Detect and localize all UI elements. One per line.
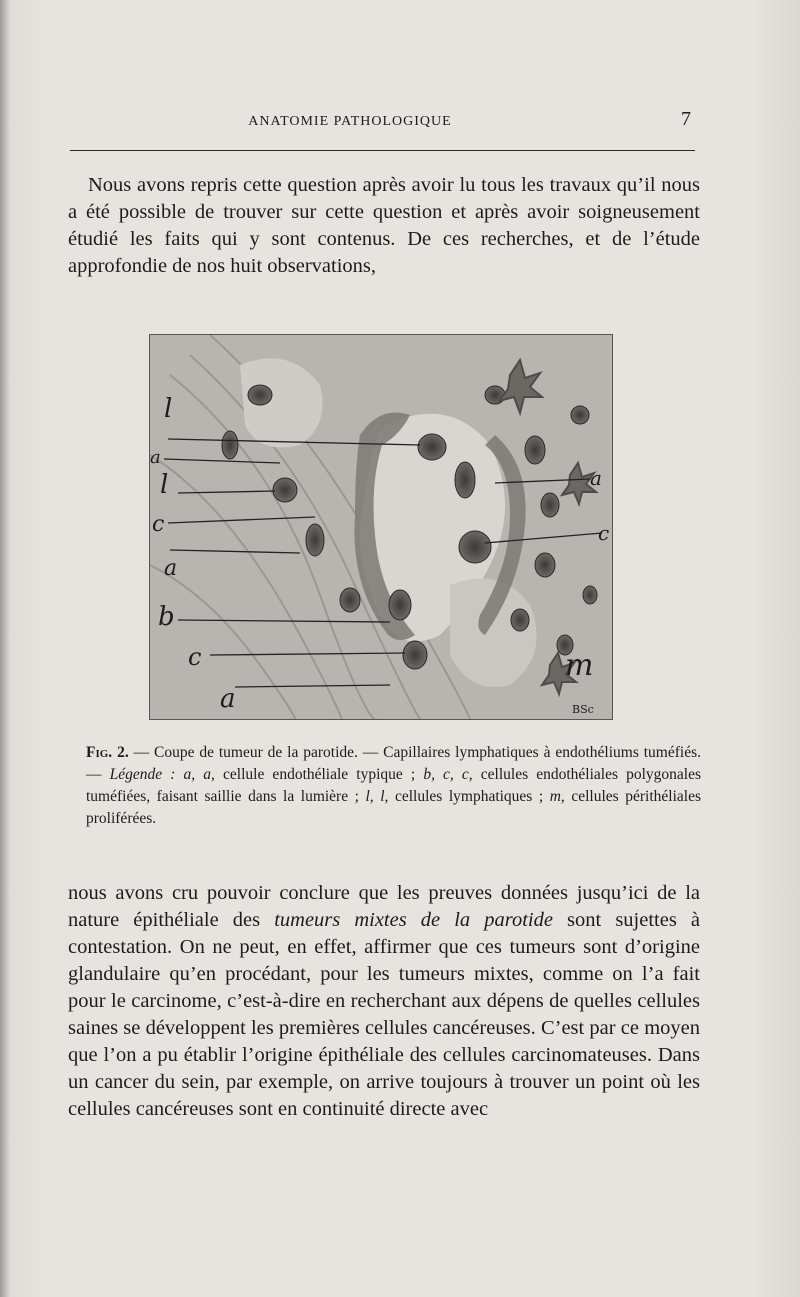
caption-desc-ll: cellules lymphatiques ; <box>388 788 550 805</box>
caption-key-ll: l, l, <box>365 788 389 805</box>
histology-figure <box>149 334 613 720</box>
label-c-right: c <box>598 521 610 545</box>
caption-desc-m: cellules périthéliales proliférées. <box>86 788 701 827</box>
page-number: 7 <box>681 108 691 130</box>
label-l-2: l <box>160 470 169 500</box>
label-a-2: a <box>164 556 178 581</box>
running-title: ANATOMIE PATHOLOGIQUE <box>248 114 452 129</box>
caption-title: Coupe de tumeur de la parotide. — Capillaires lymphatiques à endothéliums tuméfiés. — <box>86 744 702 783</box>
caption-legend-word: Légende : <box>109 766 176 783</box>
histology-illustration <box>150 335 612 719</box>
header-rule <box>70 150 695 151</box>
label-c-2: c <box>188 643 202 671</box>
paragraph-conclusion-part1: nous avons cru pouvoir conclure que les preuves données jusqu’ici de la nature épithéliale des <box>68 882 700 931</box>
caption-key-m: m, <box>549 788 565 805</box>
page-gutter-shadow <box>0 0 10 1297</box>
label-l-top: l <box>164 394 173 424</box>
label-b: b <box>158 602 175 632</box>
caption-desc-bcc: cellules endothéliales polygonales tuméfiées, faisant saillie dans la lumière ; <box>86 766 702 805</box>
caption-key-aa: a, a, <box>175 766 215 783</box>
page-header <box>70 108 695 138</box>
label-a-3: a <box>220 684 236 714</box>
paragraph-conclusion <box>68 880 700 1123</box>
engraver-signature: BSc <box>572 703 594 716</box>
paragraph-conclusion-part2: sont sujettes à contestation. On ne peut, en effet, affirmer que ces tumeurs sont d’origine glandulaire qu’en procédant, pour les tumeurs mixtes, comme on l’a fait pour le carcinome, c’est-à-dire en recherchant aux dépens de quelles cellules saines se développent les premières cellules cancéreuses. C’est par ce moyen que l’on a pu établir l’origine épithéliale des cellules carcinomateuses. Dans un cancer du sein, par exemple, on arrive toujours à trouver un point où les cellules cancéreuses sont en continuité directe avec <box>68 909 700 1120</box>
paragraph-conclusion-italic: tumeurs mixtes de la parotide <box>274 909 553 931</box>
caption-desc-aa: cellule endothéliale typique ; <box>214 766 424 783</box>
caption-key-bcc: b, c, c, <box>423 766 473 783</box>
paragraph-intro: Nous avons repris cette question après avoir lu tous les travaux qu’il nous a été possible de trouver sur cette question et après avoir soigneusement étudié les faits qui y sont contenus. De ces recherches, et de l’étude approfondie de nos huit observations, <box>68 174 700 277</box>
label-a-1: a <box>150 447 161 468</box>
label-a-right: a <box>590 466 602 490</box>
label-m: m <box>565 648 594 683</box>
figure-caption <box>86 742 701 830</box>
figure-number: Fig. 2. <box>86 744 129 761</box>
caption-dash: — <box>128 744 154 761</box>
label-c-1: c <box>152 512 165 537</box>
